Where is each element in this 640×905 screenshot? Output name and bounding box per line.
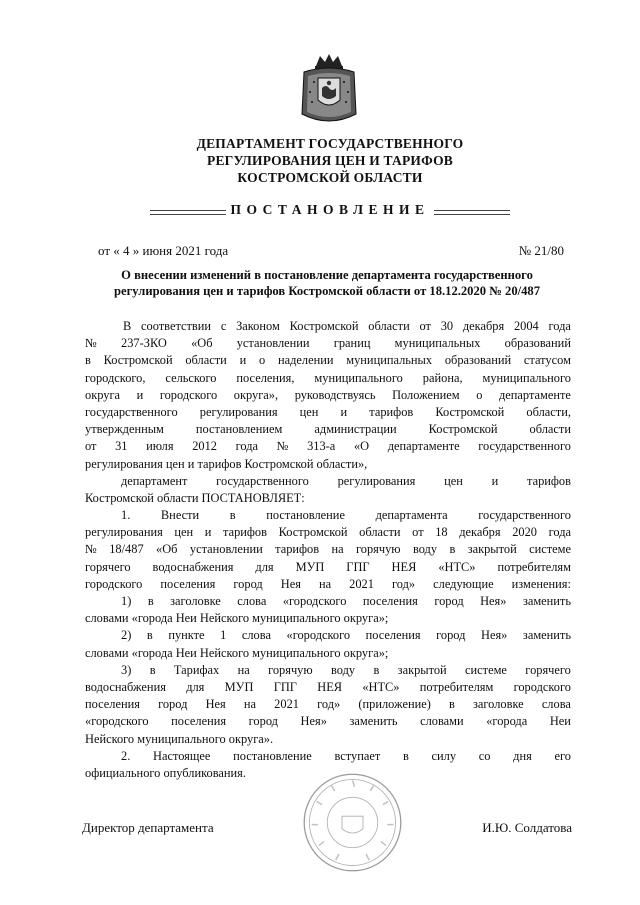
body-line: 1) в заголовке слова «городского поселения город Нея» заменить <box>121 594 571 608</box>
body-line: регулирования цен и тарифов Костромской области от 18 декабря 2020 года <box>85 525 571 540</box>
body-line: от 31 июля 2012 года № 313-а «О департаменте государственного <box>85 439 571 454</box>
body-line: 1. Внести в постановление департамента государственного <box>121 508 571 523</box>
official-seal-icon <box>300 770 405 875</box>
document-body <box>85 318 571 782</box>
title-line: О внесении изменений в постановление департамента государственного <box>121 268 533 282</box>
document-title <box>82 267 572 299</box>
body-line: 2) в пункте 1 слова «городского поселения город Нея» заменить <box>121 628 571 643</box>
body-line: В соответствии с Законом Костромской области от 30 декабря 2004 года <box>123 319 571 333</box>
body-line: департамент государственного регулирования цен и тарифов <box>121 473 571 488</box>
signatory-position: Директор департамента <box>82 820 214 835</box>
body-line: утвержденным постановлением администрации Костромской области <box>85 422 571 437</box>
body-line: 2. Настоящее постановление вступает в силу со дня его <box>121 748 571 763</box>
body-line: городского, сельского поселения, муниципального района, муниципального <box>85 370 571 385</box>
body-line: № 18/487 «Об установлении тарифов на горячую воду в закрытой системе <box>85 542 571 557</box>
body-line: в Костромской области и о наделении муниципальных образований статусом <box>85 353 571 368</box>
body-line: регулирования цен и тарифов Костромской области», <box>85 456 368 471</box>
body-line: водоснабжения для МУП ГПГ НЕЯ «НТС» потребителям городского <box>85 679 571 694</box>
body-line: округа и городского округа», руководствуясь Положением о департаменте <box>85 387 571 402</box>
body-line: № 237-ЗКО «Об установлении границ муниципальных образований <box>85 336 571 351</box>
department-line: РЕГУЛИРОВАНИЯ ЦЕН И ТАРИФОВ <box>207 153 453 168</box>
department-line: КОСТРОМСКОЙ ОБЛАСТИ <box>237 170 423 185</box>
body-line: Нейского муниципального округа». <box>85 731 274 746</box>
document-type-heading: ПОСТАНОВЛЕНИЕ <box>150 202 510 218</box>
document-date: от « 4 » июня 2021 года <box>98 243 229 258</box>
department-line: ДЕПАРТАМЕНТ ГОСУДАРСТВЕННОГО <box>196 136 464 151</box>
body-line: словами «города Неи Нейского муниципального округа»; <box>85 611 389 626</box>
department-name <box>150 135 510 186</box>
body-line: словами «города Неи Нейского муниципального округа»; <box>85 645 389 660</box>
title-line: регулирования цен и тарифов Костромской области от 18.12.2020 № 20/487 <box>113 284 541 298</box>
body-line: городского поселения город Нея на 2021 год» следующие изменения: <box>85 576 571 591</box>
body-line: государственного регулирования цен и тарифов Костромской области, <box>85 404 571 419</box>
coat-of-arms-icon <box>298 52 360 128</box>
body-line: 3) в Тарифах на горячую воду в закрытой системе горячего <box>121 662 571 677</box>
signatory-name: И.Ю. Солдатова <box>482 820 572 835</box>
body-line: «городского поселения город Нея» заменить словами «города Неи <box>85 714 571 729</box>
body-line: горячего водоснабжения для МУП ГПГ НЕЯ «НТС» потребителям <box>85 559 571 574</box>
body-line: Костромской области ПОСТАНОВЛЯЕТ: <box>85 490 305 505</box>
body-line: поселения город Нея на 2021 год» (приложение) в заголовке слова <box>85 697 571 712</box>
document-number: № 21/80 <box>518 243 564 258</box>
body-line: официального опубликования. <box>85 765 246 780</box>
